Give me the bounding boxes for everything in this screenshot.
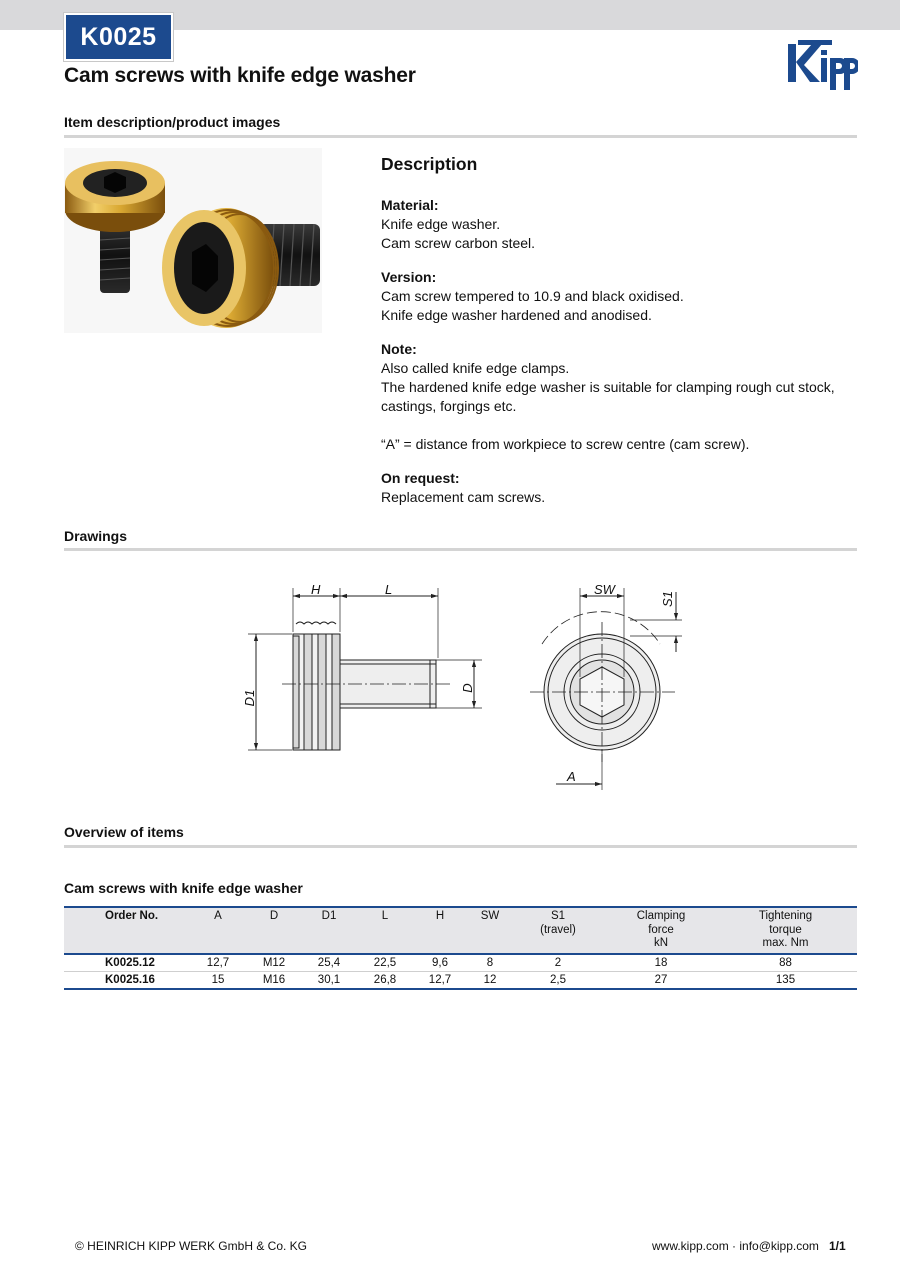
cell-force: 27: [608, 971, 714, 989]
cell-d: M12: [252, 954, 296, 972]
version-line: Knife edge washer hardened and anodised.: [381, 307, 652, 323]
col-header-sw: SW: [472, 907, 508, 954]
col-header-force-line: Clamping: [636, 910, 686, 922]
description-heading: Description: [381, 154, 478, 174]
cell-h: 12,7: [408, 971, 472, 989]
note-line: “A” = distance from workpiece to screw centre (cam screw).: [381, 436, 750, 452]
material-block: [381, 196, 857, 253]
col-header-force-line: force: [648, 923, 674, 936]
cell-l: 26,8: [362, 971, 408, 989]
logo-text: Kipp: [784, 38, 787, 39]
table-row: [64, 954, 857, 972]
kipp-logo: [784, 38, 858, 92]
request-line: Replacement cam screws.: [381, 489, 546, 505]
cell-force: 18: [608, 954, 714, 972]
col-header-a: A: [184, 907, 252, 954]
section-heading-drawings: Drawings: [64, 528, 128, 544]
col-header-s1-line: (travel): [540, 923, 576, 936]
col-header-torque-line: Tightening: [758, 910, 813, 922]
technical-drawing: [230, 572, 700, 802]
version-line: Cam screw tempered to 10.9 and black oxidised.: [381, 288, 684, 304]
cell-sw: 12: [472, 971, 508, 989]
col-header-torque-line: max. Nm: [762, 937, 809, 949]
note-line: The hardened knife edge washer is suitable for clamping rough cut stock, castings, forgings etc.: [381, 379, 835, 414]
product-image: [64, 148, 322, 333]
material-line: Cam screw carbon steel.: [381, 235, 536, 251]
col-header-torque: [714, 907, 857, 954]
cell-sw: 8: [472, 954, 508, 972]
table-title: Cam screws with knife edge washer: [64, 880, 303, 896]
dim-label-sw: SW: [594, 582, 615, 597]
section-divider: [64, 548, 857, 551]
material-line: Knife edge washer.: [381, 216, 501, 232]
cell-a: 15: [184, 971, 252, 989]
note-label: Note:: [381, 341, 417, 357]
note-line: Also called knife edge clamps.: [381, 360, 570, 376]
section-divider: [64, 135, 857, 138]
dim-label-d1: D1: [242, 689, 257, 707]
section-heading-overview: Overview of items: [64, 824, 184, 840]
cell-torque: 88: [714, 954, 857, 972]
page-title: Cam screws with knife edge washer: [64, 64, 416, 87]
col-header-h: H: [408, 907, 472, 954]
table-row: [64, 971, 857, 989]
description-block: [381, 152, 857, 522]
col-header-s1-line: S1: [550, 910, 566, 922]
product-code-badge: K0025: [64, 13, 173, 61]
section-divider: [64, 845, 857, 848]
col-header-torque-line: torque: [769, 923, 802, 936]
section-heading-item-description: Item description/product images: [64, 114, 281, 130]
material-label: Material:: [381, 197, 439, 213]
col-header-d1: D1: [296, 907, 362, 954]
cell-order: K0025.16: [64, 971, 184, 989]
dim-label-d: D: [460, 683, 475, 693]
col-header-order: Order No.: [64, 907, 184, 954]
cell-h: 9,6: [408, 954, 472, 972]
cell-d1: 25,4: [296, 954, 362, 972]
request-block: [381, 469, 857, 507]
col-header-d: D: [252, 907, 296, 954]
footer-copyright: © HEINRICH KIPP WERK GmbH & Co. KG: [75, 1239, 307, 1253]
request-label: On request:: [381, 470, 460, 486]
cell-d1: 30,1: [296, 971, 362, 989]
items-table: [64, 906, 857, 990]
table-header-row: [64, 907, 857, 954]
cell-a: 12,7: [184, 954, 252, 972]
col-header-force: [608, 907, 714, 954]
dim-label-l: L: [385, 582, 393, 597]
version-label: Version:: [381, 269, 437, 285]
col-header-s1: [508, 907, 608, 954]
cell-s1: 2,5: [508, 971, 608, 989]
col-header-force-line: kN: [653, 937, 669, 949]
col-header-l: L: [362, 907, 408, 954]
cell-s1: 2: [508, 954, 608, 972]
footer-page-number: 1/1: [829, 1239, 846, 1253]
dim-label-h: H: [311, 582, 321, 597]
dim-label-s1: S1: [660, 591, 675, 607]
cell-torque: 135: [714, 971, 857, 989]
version-block: [381, 268, 857, 325]
cell-order: K0025.12: [64, 954, 184, 972]
cell-l: 22,5: [362, 954, 408, 972]
dim-label-a: A: [567, 769, 576, 784]
cell-d: M16: [252, 971, 296, 989]
footer-contact: www.kipp.com · info@kipp.com: [652, 1239, 819, 1253]
note-block: [381, 340, 857, 454]
